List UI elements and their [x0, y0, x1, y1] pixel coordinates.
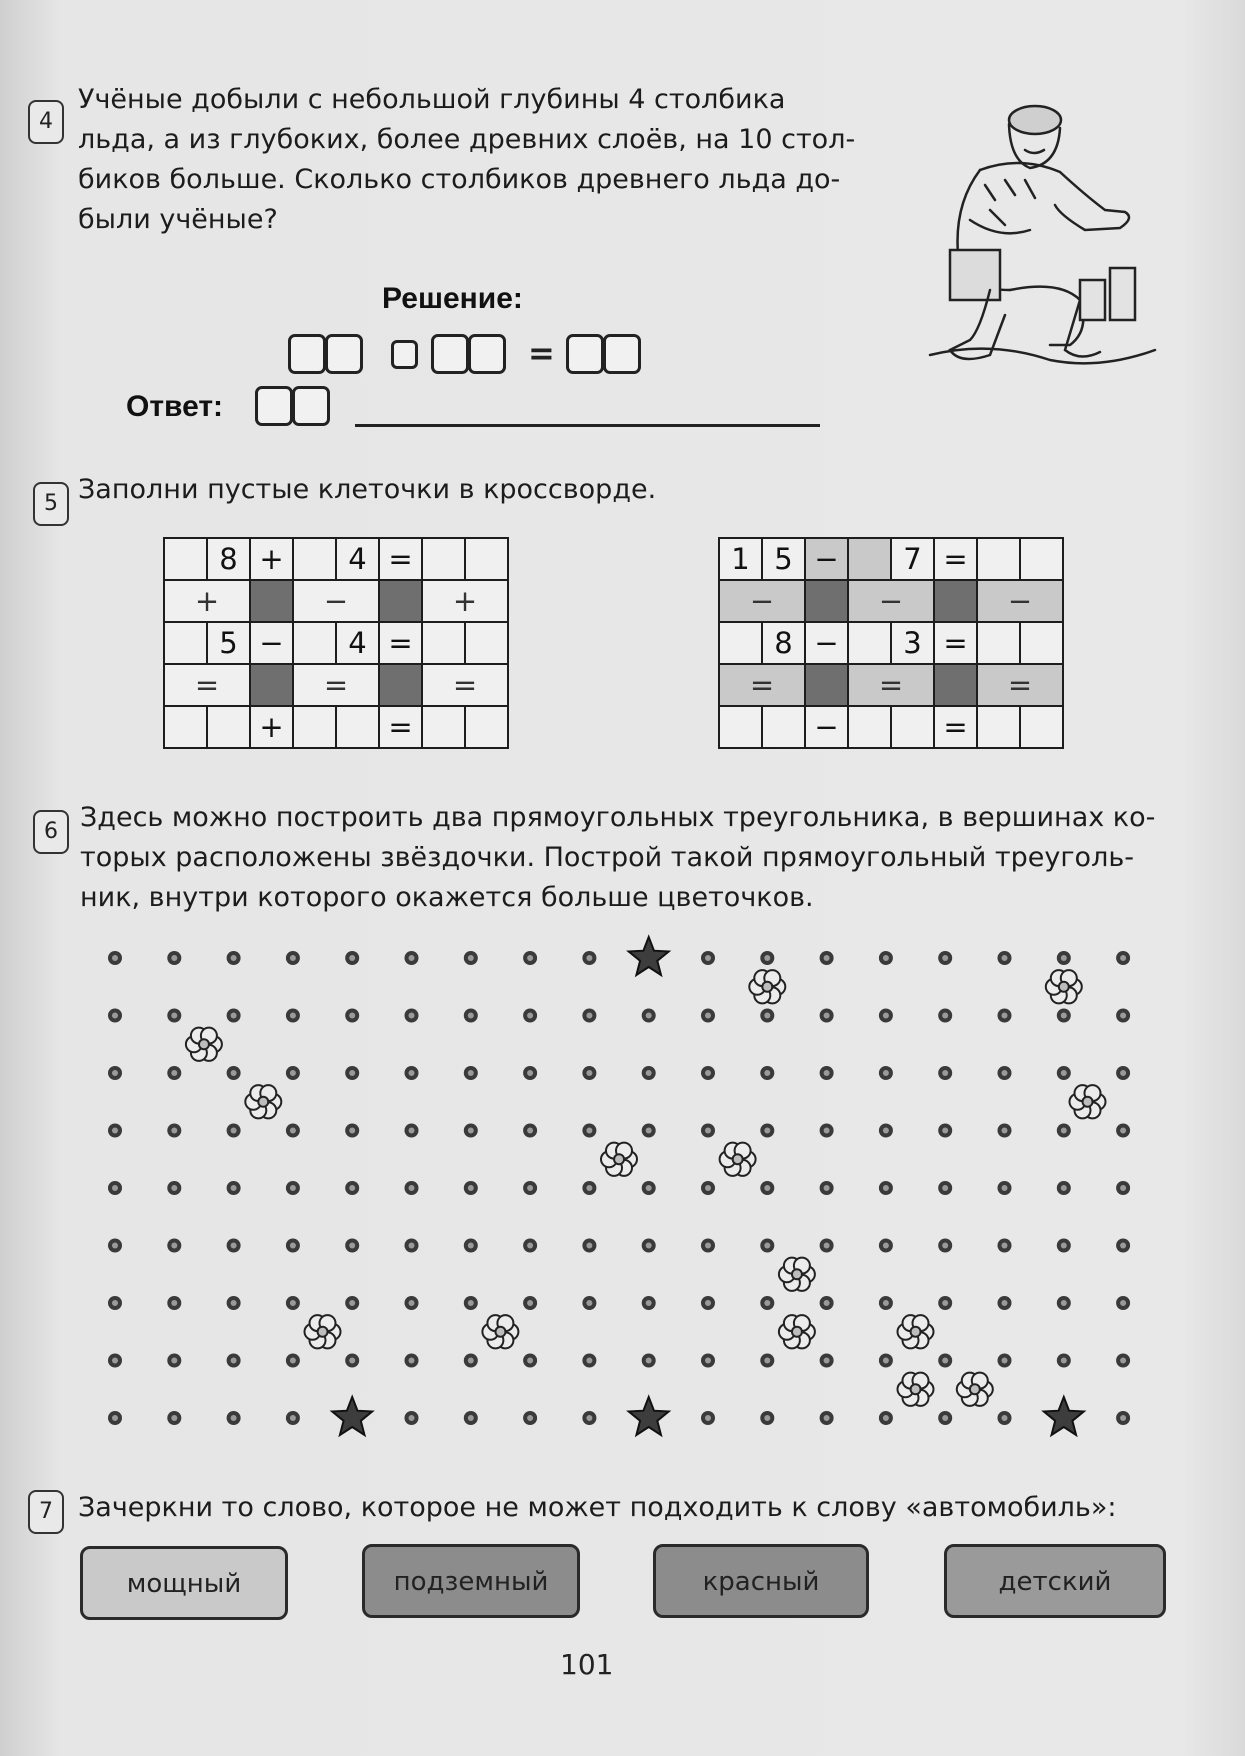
grid-dot-highlight	[349, 1185, 355, 1191]
crossword-cell: =	[934, 706, 977, 748]
crossword-cell: −	[977, 580, 1063, 622]
crossword-cell: 4	[336, 622, 379, 664]
task-6-number: 6	[33, 810, 69, 854]
grid-dot-highlight	[468, 1300, 474, 1306]
star-icon[interactable]	[1044, 1397, 1084, 1435]
grid-dot-highlight	[231, 1243, 237, 1249]
grid-dot-highlight	[349, 1300, 355, 1306]
grid-dot-highlight	[1120, 1013, 1126, 1019]
crossword-cell: +	[164, 580, 250, 622]
grid-dot-highlight	[586, 1013, 592, 1019]
grid-dot-highlight	[764, 1128, 770, 1134]
grid-dot-highlight	[883, 1243, 889, 1249]
grid-dot-highlight	[171, 1415, 177, 1421]
crossword-cell: −	[805, 622, 848, 664]
grid-dot-highlight	[1120, 1070, 1126, 1076]
grid-dot-highlight	[527, 955, 533, 961]
grid-dot-highlight	[1002, 1300, 1008, 1306]
grid-dot-highlight	[1120, 1128, 1126, 1134]
grid-dot-highlight	[409, 955, 415, 961]
grid-dot-highlight	[468, 1185, 474, 1191]
grid-dot-highlight	[290, 955, 296, 961]
grid-dot-highlight	[112, 955, 118, 961]
grid-dot-highlight	[409, 1013, 415, 1019]
grid-dot-highlight	[824, 1128, 830, 1134]
star-icon[interactable]	[332, 1397, 372, 1435]
grid-dot-highlight	[1120, 955, 1126, 961]
task-6-line-1: Здесь можно построить два прямоугольных треугольника, в вершинах ко-	[80, 802, 1156, 833]
grid-dot-highlight	[171, 1300, 177, 1306]
grid-dot-highlight	[942, 1013, 948, 1019]
grid-dot-highlight	[705, 955, 711, 961]
grid-dot-highlight	[409, 1243, 415, 1249]
grid-dot-highlight	[764, 1415, 770, 1421]
grid-dot-highlight	[231, 1070, 237, 1076]
grid-dot-highlight	[527, 1013, 533, 1019]
grid-dot-highlight	[942, 1243, 948, 1249]
grid-dot-highlight	[764, 1300, 770, 1306]
flower-icon	[720, 1143, 756, 1176]
crossword-cell: 7	[891, 538, 934, 580]
crossword-cell: =	[422, 664, 508, 706]
grid-dot-highlight	[171, 1070, 177, 1076]
grid-dot-highlight	[705, 1358, 711, 1364]
grid-dot-highlight	[824, 1358, 830, 1364]
grid-dot-highlight	[883, 1070, 889, 1076]
grid-dot-highlight	[646, 1128, 652, 1134]
grid-dot-highlight	[586, 1070, 592, 1076]
flower-icon	[779, 1315, 815, 1348]
crossword-cell: =	[293, 664, 379, 706]
grid-dot-highlight	[1120, 1415, 1126, 1421]
word-option-detsky[interactable]: детский	[944, 1544, 1166, 1618]
grid-dot-highlight	[705, 1013, 711, 1019]
grid-dot-highlight	[824, 1415, 830, 1421]
grid-dot-highlight	[586, 1128, 592, 1134]
grid-dot-highlight	[705, 1070, 711, 1076]
task-4-line-4: были учёные?	[78, 204, 278, 235]
grid-dot-highlight	[112, 1358, 118, 1364]
task-6-line-2: торых расположены звёздочки. Построй такой прямоугольный треуголь-	[80, 842, 1134, 873]
grid-dot-highlight	[883, 1300, 889, 1306]
grid-dot-highlight	[1120, 1358, 1126, 1364]
grid-dot-highlight	[231, 1358, 237, 1364]
grid-dot-highlight	[764, 1243, 770, 1249]
grid-dot-highlight	[349, 1358, 355, 1364]
grid-dot-highlight	[942, 1070, 948, 1076]
grid-dot-highlight	[112, 1300, 118, 1306]
crossword-cell: −	[805, 538, 848, 580]
grid-dot-highlight	[349, 1128, 355, 1134]
grid-dot-highlight	[527, 1300, 533, 1306]
grid-dot-highlight	[231, 955, 237, 961]
grid-dot-highlight	[824, 1013, 830, 1019]
flower-icon	[898, 1373, 934, 1406]
task-5-text: Заполни пустые клеточки в кроссворде.	[78, 474, 657, 505]
crossword-cell: =	[164, 664, 250, 706]
grid-dot-highlight	[527, 1070, 533, 1076]
grid-dot-highlight	[290, 1415, 296, 1421]
solution-equals-sign: =	[528, 334, 555, 372]
grid-dot-highlight	[824, 1243, 830, 1249]
grid-dot-highlight	[409, 1358, 415, 1364]
grid-dot-highlight	[468, 1415, 474, 1421]
grid-dot-highlight	[646, 1185, 652, 1191]
task-7-number: 7	[28, 1490, 64, 1534]
flower-icon	[898, 1315, 934, 1348]
grid-dot-highlight	[764, 1185, 770, 1191]
grid-dot-highlight	[290, 1070, 296, 1076]
grid-dot-highlight	[646, 1300, 652, 1306]
grid-dot-highlight	[290, 1358, 296, 1364]
grid-dot-highlight	[527, 1358, 533, 1364]
grid-dot-highlight	[1002, 1128, 1008, 1134]
grid-dot-highlight	[231, 1185, 237, 1191]
crossword-cell: +	[250, 706, 293, 748]
task-4-line-1: Учёные добыли с небольшой глубины 4 столбика	[78, 84, 786, 115]
grid-dot-highlight	[942, 1185, 948, 1191]
crossword-cell: −	[293, 580, 379, 622]
grid-dot-highlight	[1120, 1300, 1126, 1306]
crossword-cell: 5	[207, 622, 250, 664]
grid-dot-highlight	[883, 1013, 889, 1019]
crossword-cell: +	[422, 580, 508, 622]
grid-dot-highlight	[171, 1013, 177, 1019]
crossword-cell: 3	[891, 622, 934, 664]
grid-dot-highlight	[705, 1243, 711, 1249]
grid-dot-highlight	[231, 1415, 237, 1421]
grid-dot-highlight	[586, 1358, 592, 1364]
crossword-cell: −	[250, 622, 293, 664]
grid-dot-highlight	[1002, 1185, 1008, 1191]
word-option-podzemny[interactable]: подземный	[362, 1544, 580, 1618]
grid-dot-highlight	[171, 955, 177, 961]
grid-dot-highlight	[527, 1243, 533, 1249]
grid-dot-highlight	[409, 1415, 415, 1421]
grid-dot-highlight	[527, 1185, 533, 1191]
grid-dot-highlight	[349, 955, 355, 961]
grid-dot-highlight	[231, 1300, 237, 1306]
grid-dot-highlight	[112, 1243, 118, 1249]
crossword-cell: 1	[719, 538, 762, 580]
crossword-cell: =	[719, 664, 805, 706]
grid-dot-highlight	[112, 1013, 118, 1019]
word-option-moshchny[interactable]: мощный	[80, 1546, 288, 1620]
crossword-cell: =	[934, 538, 977, 580]
grid-dot-highlight	[646, 1013, 652, 1019]
grid-dot-highlight	[705, 1128, 711, 1134]
crossword-cell: =	[848, 664, 934, 706]
grid-dot-highlight	[409, 1128, 415, 1134]
flower-icon	[1046, 970, 1082, 1003]
grid-dot-highlight	[646, 1070, 652, 1076]
grid-dot-highlight	[1061, 1185, 1067, 1191]
grid-dot-highlight	[883, 1415, 889, 1421]
grid-dot-highlight	[290, 1300, 296, 1306]
grid-dot-highlight	[764, 1013, 770, 1019]
grid-dot-highlight	[1002, 1243, 1008, 1249]
grid-dot-highlight	[290, 1128, 296, 1134]
grid-dot-highlight	[705, 1415, 711, 1421]
grid-dot-highlight	[468, 955, 474, 961]
grid-dot-highlight	[468, 1128, 474, 1134]
grid-dot-highlight	[1061, 1358, 1067, 1364]
task-5-number: 5	[33, 482, 69, 526]
grid-dot-highlight	[883, 1185, 889, 1191]
star-icon[interactable]	[629, 937, 669, 975]
grid-dot-highlight	[1120, 1243, 1126, 1249]
grid-dot-highlight	[1002, 1013, 1008, 1019]
grid-dot-highlight	[1061, 955, 1067, 961]
grid-dot-highlight	[231, 1128, 237, 1134]
flower-icon	[749, 970, 785, 1003]
crossword-cell: −	[719, 580, 805, 622]
grid-dot-highlight	[1002, 955, 1008, 961]
flower-icon	[1070, 1085, 1106, 1118]
grid-dot-highlight	[883, 1128, 889, 1134]
grid-dot-highlight	[290, 1013, 296, 1019]
grid-dot-highlight	[409, 1185, 415, 1191]
grid-dot-highlight	[646, 1358, 652, 1364]
grid-dot-highlight	[764, 955, 770, 961]
grid-dot-highlight	[409, 1300, 415, 1306]
grid-dot-highlight	[1120, 1185, 1126, 1191]
grid-dot-highlight	[1061, 1070, 1067, 1076]
answer-label: Ответ:	[126, 390, 224, 423]
grid-dot-highlight	[468, 1243, 474, 1249]
grid-dot-highlight	[883, 1358, 889, 1364]
task-6-line-3: ник, внутри которого окажется больше цветочков.	[80, 882, 814, 913]
crossword-cell: 8	[762, 622, 805, 664]
grid-dot-highlight	[764, 1358, 770, 1364]
flower-icon	[779, 1258, 815, 1291]
grid-dot-highlight	[883, 955, 889, 961]
grid-dot-highlight	[409, 1070, 415, 1076]
flower-icon	[601, 1143, 637, 1176]
grid-dot-highlight	[942, 1128, 948, 1134]
task-4-line-3: биков больше. Сколько столбиков древнего льда до-	[78, 164, 841, 195]
grid-dot-highlight	[942, 1358, 948, 1364]
grid-dot-highlight	[1061, 1300, 1067, 1306]
grid-dot-highlight	[290, 1243, 296, 1249]
crossword-cell: +	[250, 538, 293, 580]
grid-dot-highlight	[586, 1300, 592, 1306]
grid-dot-highlight	[468, 1358, 474, 1364]
grid-dot-highlight	[1061, 1243, 1067, 1249]
flower-icon	[245, 1085, 281, 1118]
grid-dot-highlight	[349, 1243, 355, 1249]
grid-dot-highlight	[1002, 1415, 1008, 1421]
grid-dot-highlight	[764, 1070, 770, 1076]
grid-dot-highlight	[171, 1358, 177, 1364]
task-7-text: Зачеркни то слово, которое не может подходить к слову «автомобиль»:	[78, 1492, 1117, 1523]
grid-dot-highlight	[171, 1185, 177, 1191]
task-4-line-2: льда, а из глубоких, более древних слоёв, на 10 стол-	[78, 124, 856, 155]
crossword-cell: =	[379, 706, 422, 748]
grid-dot-highlight	[1002, 1358, 1008, 1364]
grid-dot-highlight	[171, 1128, 177, 1134]
flower-icon	[482, 1315, 518, 1348]
crossword-cell: −	[848, 580, 934, 622]
grid-dot-highlight	[468, 1070, 474, 1076]
page-number: 101	[560, 1648, 614, 1681]
grid-dot-highlight	[942, 955, 948, 961]
task-4-number: 4	[28, 100, 64, 144]
grid-dot-highlight	[586, 955, 592, 961]
grid-dot-highlight	[231, 1013, 237, 1019]
grid-dot-highlight	[171, 1243, 177, 1249]
grid-dot-highlight	[468, 1013, 474, 1019]
crossword-cell: −	[805, 706, 848, 748]
crossword-cell: =	[379, 622, 422, 664]
grid-dot-highlight	[646, 1243, 652, 1249]
grid-dot-highlight	[112, 1128, 118, 1134]
grid-dot-highlight	[1061, 1013, 1067, 1019]
crossword-cell: =	[379, 538, 422, 580]
crossword-cell: 5	[762, 538, 805, 580]
grid-dot-highlight	[290, 1185, 296, 1191]
grid-dot-highlight	[112, 1415, 118, 1421]
grid-dot-highlight	[942, 1300, 948, 1306]
grid-dot-highlight	[942, 1415, 948, 1421]
grid-dot-highlight	[527, 1128, 533, 1134]
grid-dot-highlight	[1002, 1070, 1008, 1076]
flower-icon	[305, 1315, 341, 1348]
grid-dot-highlight	[824, 1070, 830, 1076]
star-icon[interactable]	[629, 1397, 669, 1435]
grid-dot-highlight	[349, 1013, 355, 1019]
grid-dot-highlight	[586, 1185, 592, 1191]
grid-dot-highlight	[586, 1415, 592, 1421]
word-option-krasny[interactable]: красный	[653, 1544, 869, 1618]
grid-dot-highlight	[1061, 1128, 1067, 1134]
flower-icon	[957, 1373, 993, 1406]
crossword-cell: 8	[207, 538, 250, 580]
grid-dot-highlight	[527, 1415, 533, 1421]
solution-label: Решение:	[382, 282, 523, 315]
grid-dot-highlight	[824, 955, 830, 961]
grid-dot-highlight	[112, 1070, 118, 1076]
grid-dot-highlight	[705, 1300, 711, 1306]
grid-dot-highlight	[586, 1243, 592, 1249]
grid-dot-highlight	[824, 1300, 830, 1306]
grid-dot-highlight	[349, 1070, 355, 1076]
flower-icon	[186, 1028, 222, 1061]
crossword-cell: 4	[336, 538, 379, 580]
grid-dot-highlight	[705, 1185, 711, 1191]
grid-dot-highlight	[824, 1185, 830, 1191]
crossword-cell: =	[977, 664, 1063, 706]
grid-dot-highlight	[112, 1185, 118, 1191]
crossword-cell: =	[934, 622, 977, 664]
